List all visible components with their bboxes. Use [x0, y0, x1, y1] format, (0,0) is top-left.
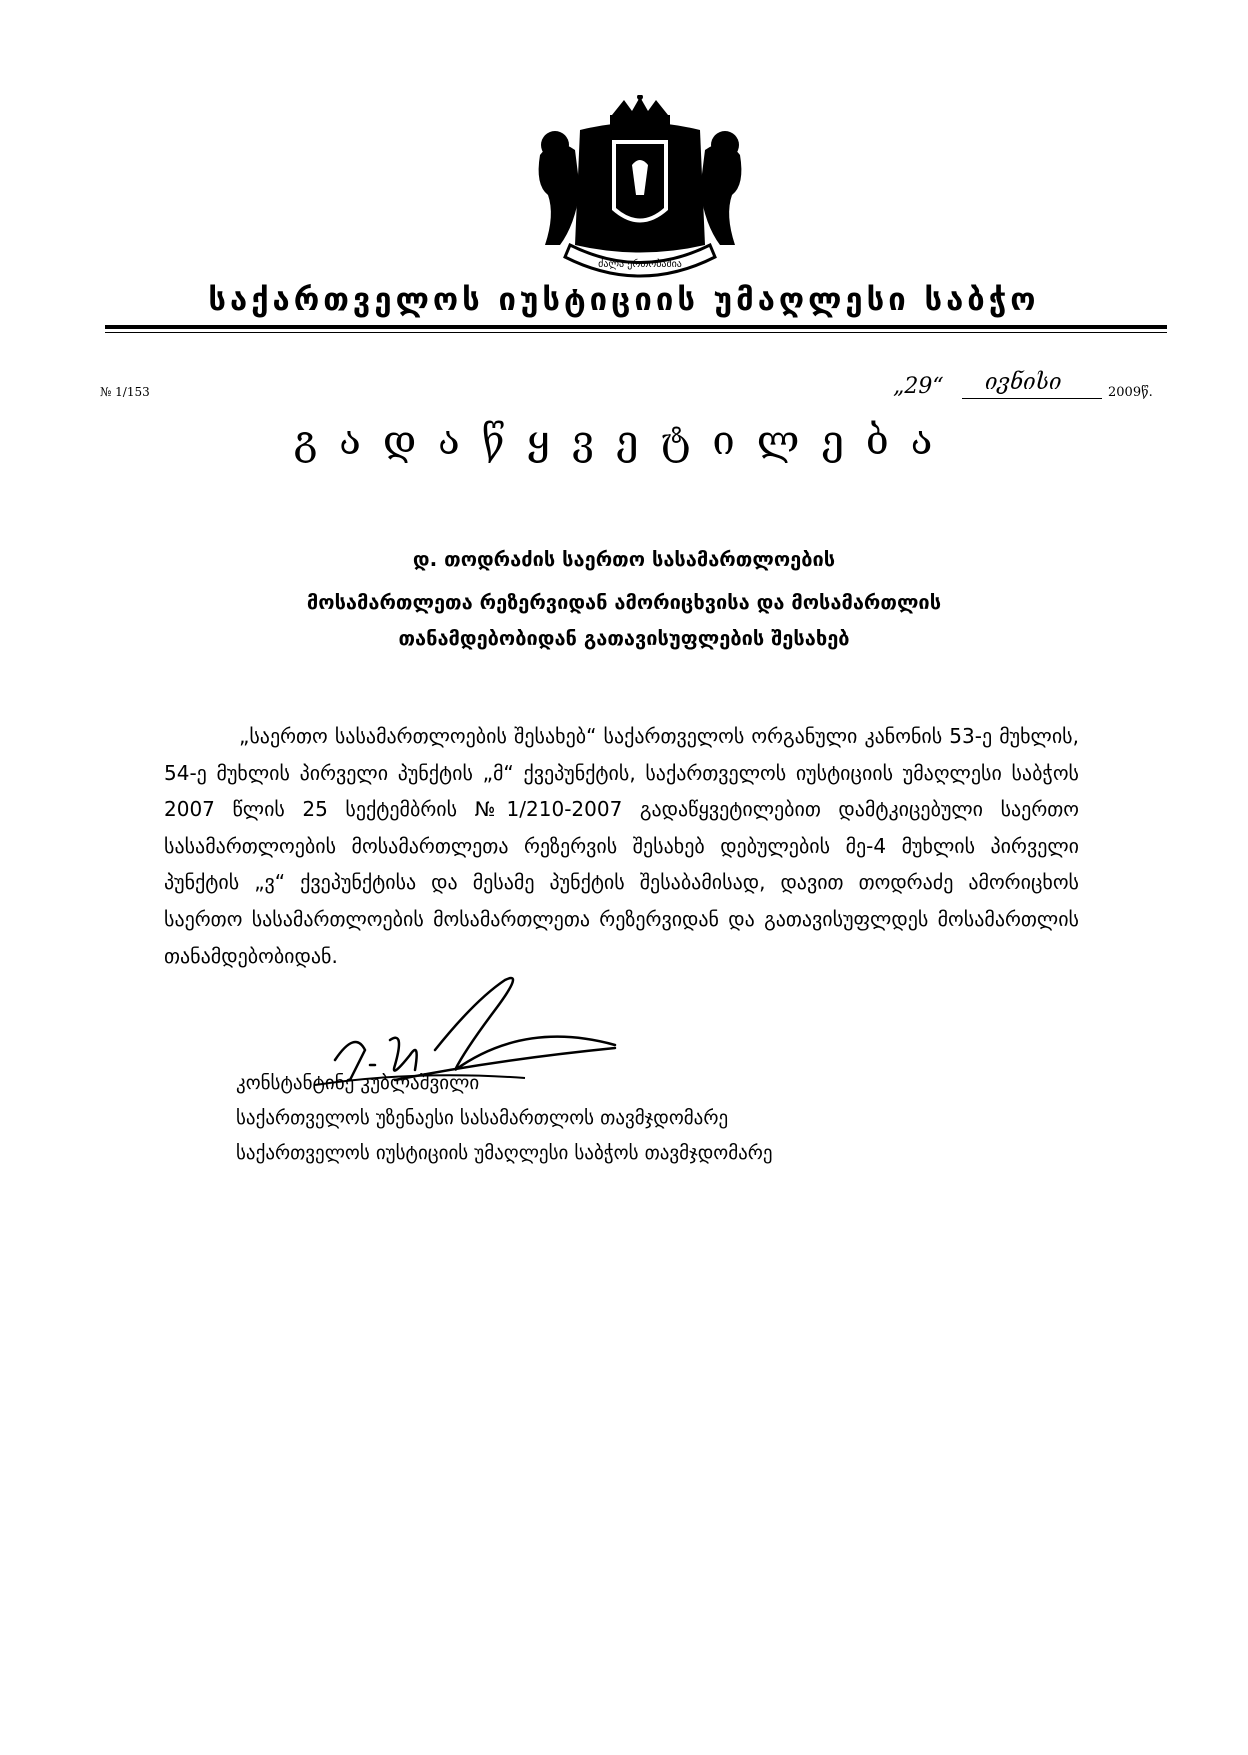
subject-line-1: დ. თოდრაძის საერთო სასამართლოების	[412, 547, 836, 571]
header-rule-thick	[105, 325, 1167, 329]
signer-position-2: საქართველოს იუსტიციის უმაღლესი საბჭოს თავმჯდომარე	[236, 1142, 773, 1164]
institution-name: საქართველოს იუსტიციის უმაღლესი საბჭო	[208, 282, 1040, 318]
subject-line-3: თანამდებობიდან გათავისუფლების შესახებ	[398, 626, 850, 650]
signer-name: კონსტანტინე კუბლაშვილი	[236, 1072, 480, 1094]
signer-position-1: საქართველოს უზენაესი სასამართლოს თავმჯდომარე	[236, 1107, 729, 1129]
svg-text:ძალა ერთობაშია: ძალა ერთობაშია	[598, 259, 682, 270]
date-month: ივნისი	[985, 370, 1062, 395]
header-rule-thin	[105, 332, 1167, 333]
document-type-title: გადაწყვეტილება	[293, 418, 955, 464]
coat-of-arms-emblem	[520, 95, 760, 280]
date-year: 2009წ.	[1108, 385, 1153, 400]
date-underline	[962, 398, 1102, 399]
decision-body-text: „საერთო სასამართლოების შესახებ“ საქართველოს ორგანული კანონის 53-ე მუხლის, 54-ე მუხლის პირველი პუნქტის „მ“ ქვეპუნქტის, საქართველოს იუსტიციის უმაღლესი საბჭოს 2007 წლის 25 სექტემბრის №1/210-2007 გადაწყვეტილებით დამტკიცებული საერთო სასამართლოების მოსამართლეთა რეზერვის შესახებ დებულების მე-4 მუხლის პირველი პუნქტის „ვ“ ქვეპუნქტისა და მესამე პუნქტის შესაბამისად, დავით თოდრაძე ამორიცხოს საერთო სასამართლოების მოსამართლეთა რეზერვიდან და გათავისუფლდეს მოსამართლის თანამდებობიდან.	[164, 724, 1079, 968]
date-day: „29“	[893, 374, 944, 399]
subject-line-2: მოსამართლეთა რეზერვიდან ამორიცხვისა და მოსამართლის	[306, 590, 942, 614]
document-number-label: № 1/153	[100, 385, 150, 399]
